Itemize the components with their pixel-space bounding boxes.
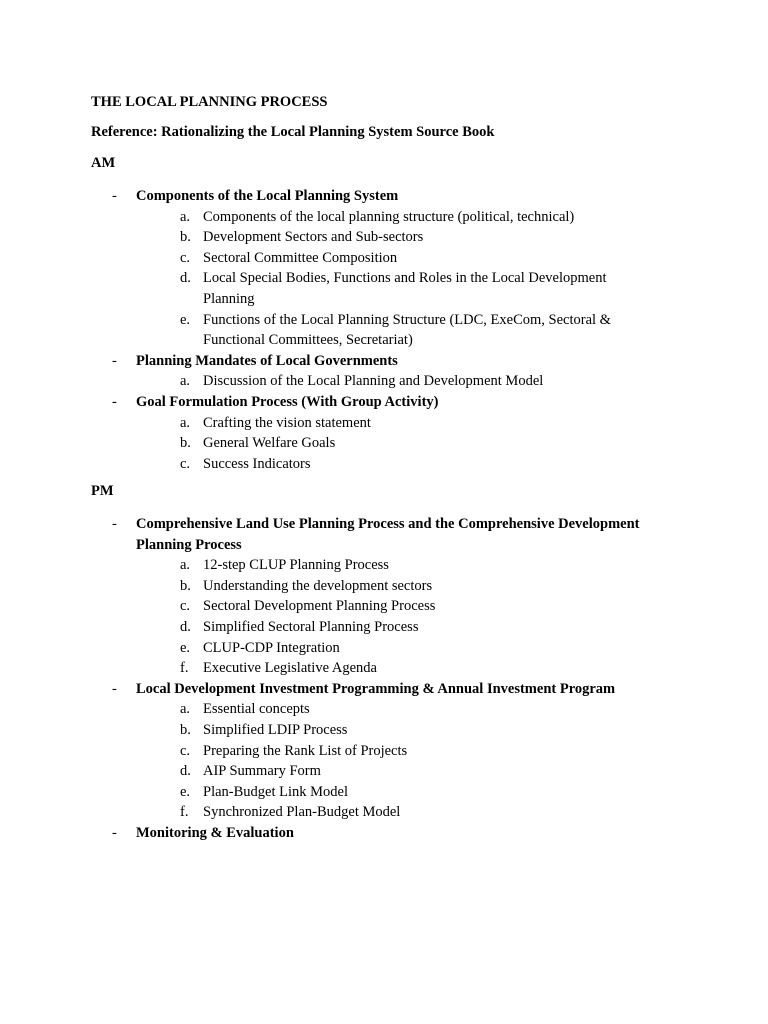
session-label-pm: PM [91, 483, 114, 499]
outline-topic [112, 514, 712, 555]
list-item-letter: c. [180, 742, 191, 759]
topic-bullet-dash: - [112, 824, 117, 841]
list-item-text: Simplified LDIP Process [203, 721, 348, 738]
list-item-text: CLUP-CDP Integration [203, 639, 340, 656]
list-item-text: Preparing the Rank List of Projects [203, 742, 408, 759]
list-item-text: Functions of the Local Planning Structure (LDC, ExeCom, Sectoral & Functional Committees, Secretariat) [203, 311, 611, 349]
list-item-text: Local Special Bodies, Functions and Roles in the Local Development Planning [203, 270, 607, 307]
list-item-letter: c. [180, 598, 191, 615]
list-item [112, 433, 712, 454]
list-item-text: Simplified Sectoral Planning Process [203, 618, 419, 635]
list-item-letter: e. [180, 639, 191, 656]
topic-bullet-dash: - [112, 680, 117, 697]
list-item [112, 596, 712, 617]
topic-title: Local Development Investment Programming & Annual Investment Program [136, 680, 616, 697]
list-item-letter: d. [180, 763, 191, 780]
list-item-text: Essential concepts [203, 701, 310, 718]
list-item-letter: f. [180, 660, 189, 677]
list-item-letter: b. [180, 577, 191, 594]
list-item-text: 12-step CLUP Planning Process [203, 557, 389, 574]
topic-bullet-dash: - [112, 393, 117, 410]
list-item [112, 268, 712, 309]
list-item-letter: b. [180, 721, 191, 738]
list-item-letter: a. [180, 373, 191, 390]
subitem-list [112, 207, 712, 351]
topic-title: Planning Mandates of Local Governments [136, 352, 398, 369]
list-item-letter: b. [180, 435, 191, 452]
list-item [112, 413, 712, 434]
list-item-text: Development Sectors and Sub-sectors [203, 229, 424, 246]
list-item [112, 720, 712, 741]
list-item-text: Sectoral Committee Composition [203, 249, 398, 266]
topic-title: Components of the Local Planning System [136, 188, 399, 204]
list-item-text: Success Indicators [203, 455, 311, 472]
outline-topic [112, 351, 712, 372]
session-label-am: AM [91, 155, 116, 171]
list-item-text: General Welfare Goals [203, 435, 336, 452]
document-title: THE LOCAL PLANNING PROCESS [91, 94, 328, 110]
list-item-letter: d. [180, 618, 191, 635]
topic-bullet-dash: - [112, 188, 117, 204]
list-item-text: Synchronized Plan-Budget Model [203, 804, 401, 821]
outline-topic [112, 679, 712, 700]
topic-bullet-dash: - [112, 516, 117, 532]
outline-topic [112, 823, 712, 844]
list-item-text: Discussion of the Local Planning and Development Model [203, 373, 544, 390]
topic-title: Monitoring & Evaluation [136, 824, 294, 841]
session-am-outline [112, 186, 712, 474]
list-item-letter: c. [180, 249, 191, 266]
list-item-letter: a. [180, 557, 191, 574]
list-item-text: Components of the local planning structure (political, technical) [203, 208, 575, 225]
outline-topic [112, 392, 712, 413]
list-item-letter: a. [180, 414, 191, 431]
subitem-list [112, 555, 712, 679]
topic-title: Goal Formulation Process (With Group Activity) [136, 393, 439, 410]
list-item [112, 454, 712, 475]
list-item [112, 802, 712, 823]
list-item-letter: c. [180, 455, 191, 472]
list-item [112, 555, 712, 576]
list-item-text: Crafting the vision statement [203, 414, 371, 431]
list-item [112, 761, 712, 782]
list-item-text: Sectoral Development Planning Process [203, 598, 436, 615]
list-item [112, 699, 712, 720]
list-item [112, 638, 712, 659]
subitem-list [112, 413, 712, 475]
list-item [112, 658, 712, 679]
topic-title: Comprehensive Land Use Planning Process and the Comprehensive Development Planning Process [136, 516, 640, 553]
list-item-text: AIP Summary Form [203, 763, 321, 780]
session-pm-outline [112, 514, 712, 844]
subitem-list [112, 371, 712, 392]
list-item [112, 741, 712, 762]
list-item [112, 207, 712, 228]
list-item-letter: e. [180, 783, 191, 800]
list-item-text: Plan-Budget Link Model [203, 783, 348, 800]
list-item-text: Understanding the development sectors [203, 577, 433, 594]
list-item [112, 617, 712, 638]
list-item-letter: e. [180, 311, 191, 328]
list-item [112, 310, 712, 351]
list-item-letter: f. [180, 804, 189, 821]
list-item-letter: a. [180, 208, 191, 225]
subitem-list [112, 699, 712, 823]
list-item-letter: b. [180, 229, 191, 246]
topic-bullet-dash: - [112, 352, 117, 369]
list-item [112, 576, 712, 597]
document-reference: Reference: Rationalizing the Local Planning System Source Book [91, 124, 495, 140]
list-item-text: Executive Legislative Agenda [203, 660, 377, 677]
list-item [112, 782, 712, 803]
list-item [112, 227, 712, 248]
list-item-letter: d. [180, 270, 191, 287]
list-item [112, 248, 712, 269]
outline-topic [112, 186, 712, 207]
list-item-letter: a. [180, 701, 191, 718]
list-item [112, 371, 712, 392]
